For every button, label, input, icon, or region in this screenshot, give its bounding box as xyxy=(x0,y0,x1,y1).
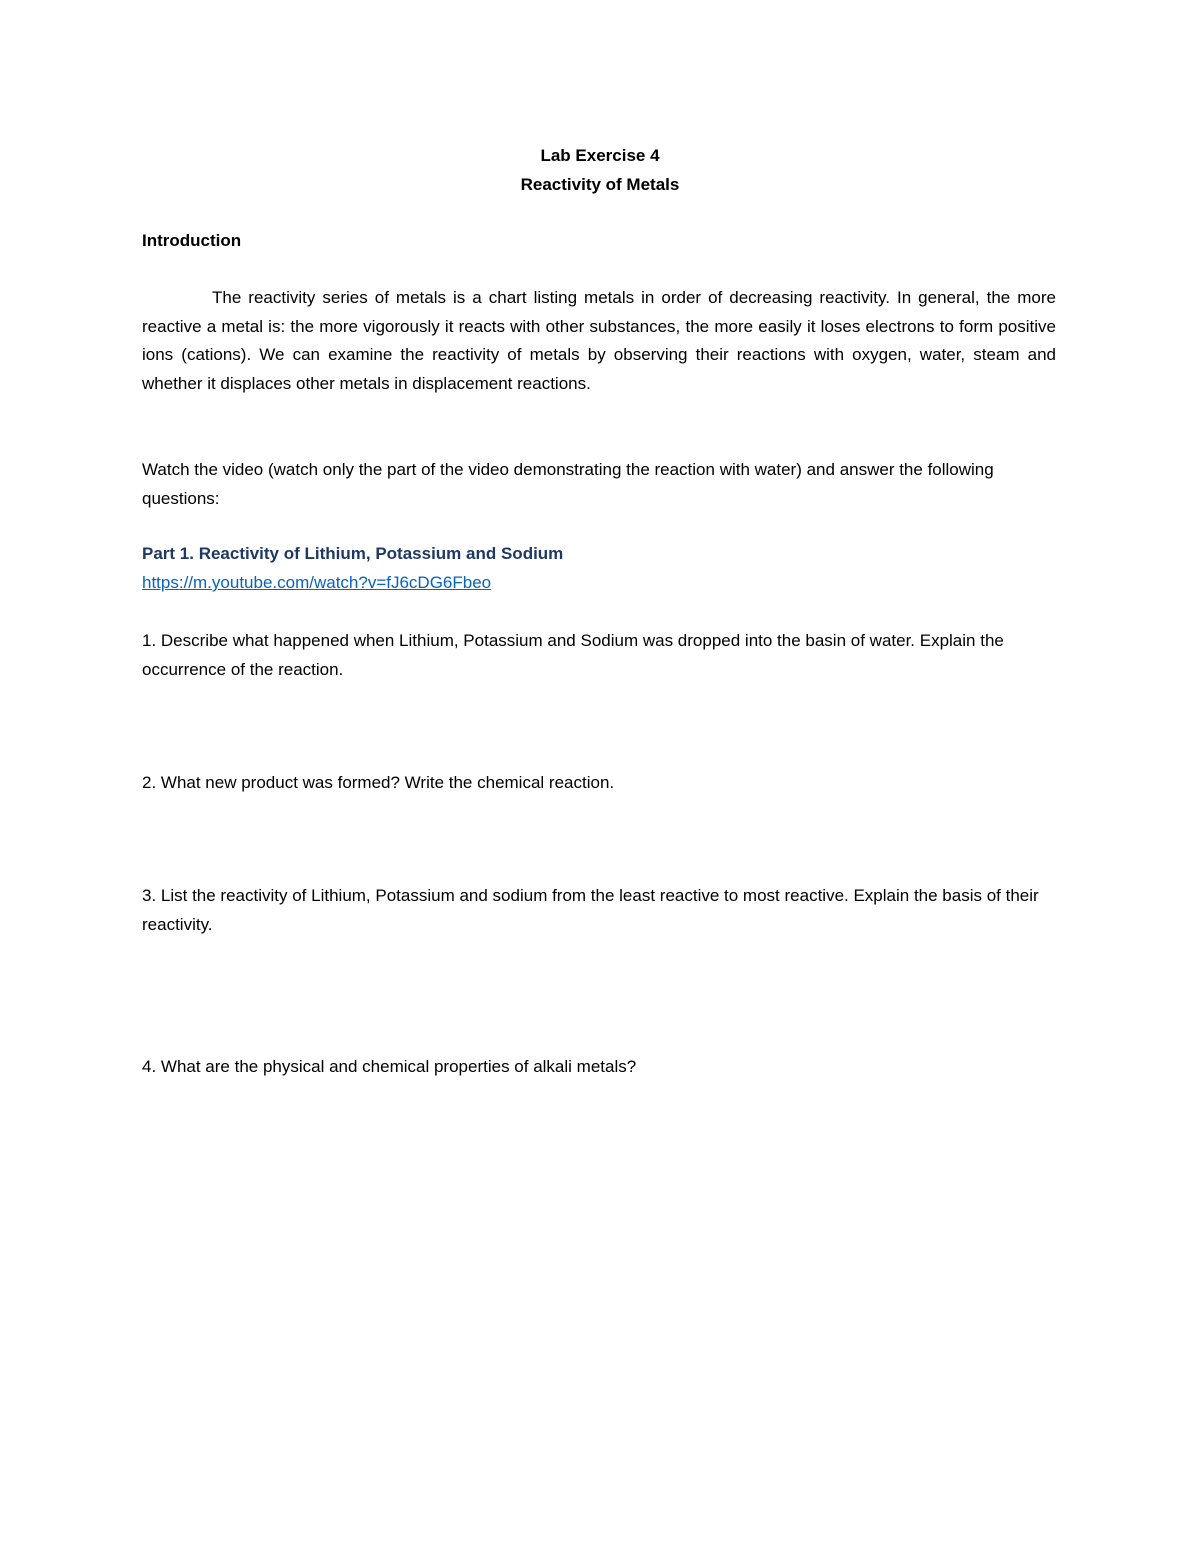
question-3: 3. List the reactivity of Lithium, Potassium and sodium from the least reactive to most reactive. Explain the basis of their reactivity. xyxy=(142,886,1039,934)
instructions-paragraph: Watch the video (watch only the part of the video demonstrating the reaction with water) and answer the following questions: xyxy=(142,460,994,508)
introduction-heading: Introduction xyxy=(142,231,242,250)
document-subtitle: Reactivity of Metals xyxy=(520,175,680,194)
part1-heading: Part 1. Reactivity of Lithium, Potassium and Sodium xyxy=(142,544,564,563)
introduction-paragraph: The reactivity series of metals is a chart listing metals in order of decreasing reactivity. In general, the more reactive a metal is: the more vigorously it reacts with other substances, the more easily it loses electrons to form positive ions (cations). We can examine the reactivity of metals by observing their reactions with oxygen, water, steam and whether it displaces other metals in displacement reactions. xyxy=(142,288,1056,393)
document-title: Lab Exercise 4 xyxy=(540,146,660,165)
video-link[interactable]: https://m.youtube.com/watch?v=fJ6cDG6Fbeo xyxy=(142,573,492,592)
question-2: 2. What new product was formed? Write the chemical reaction. xyxy=(142,773,615,792)
question-4: 4. What are the physical and chemical properties of alkali metals? xyxy=(142,1057,637,1076)
question-1: 1. Describe what happened when Lithium, Potassium and Sodium was dropped into the basin of water. Explain the occurrence of the reaction. xyxy=(142,631,1004,679)
